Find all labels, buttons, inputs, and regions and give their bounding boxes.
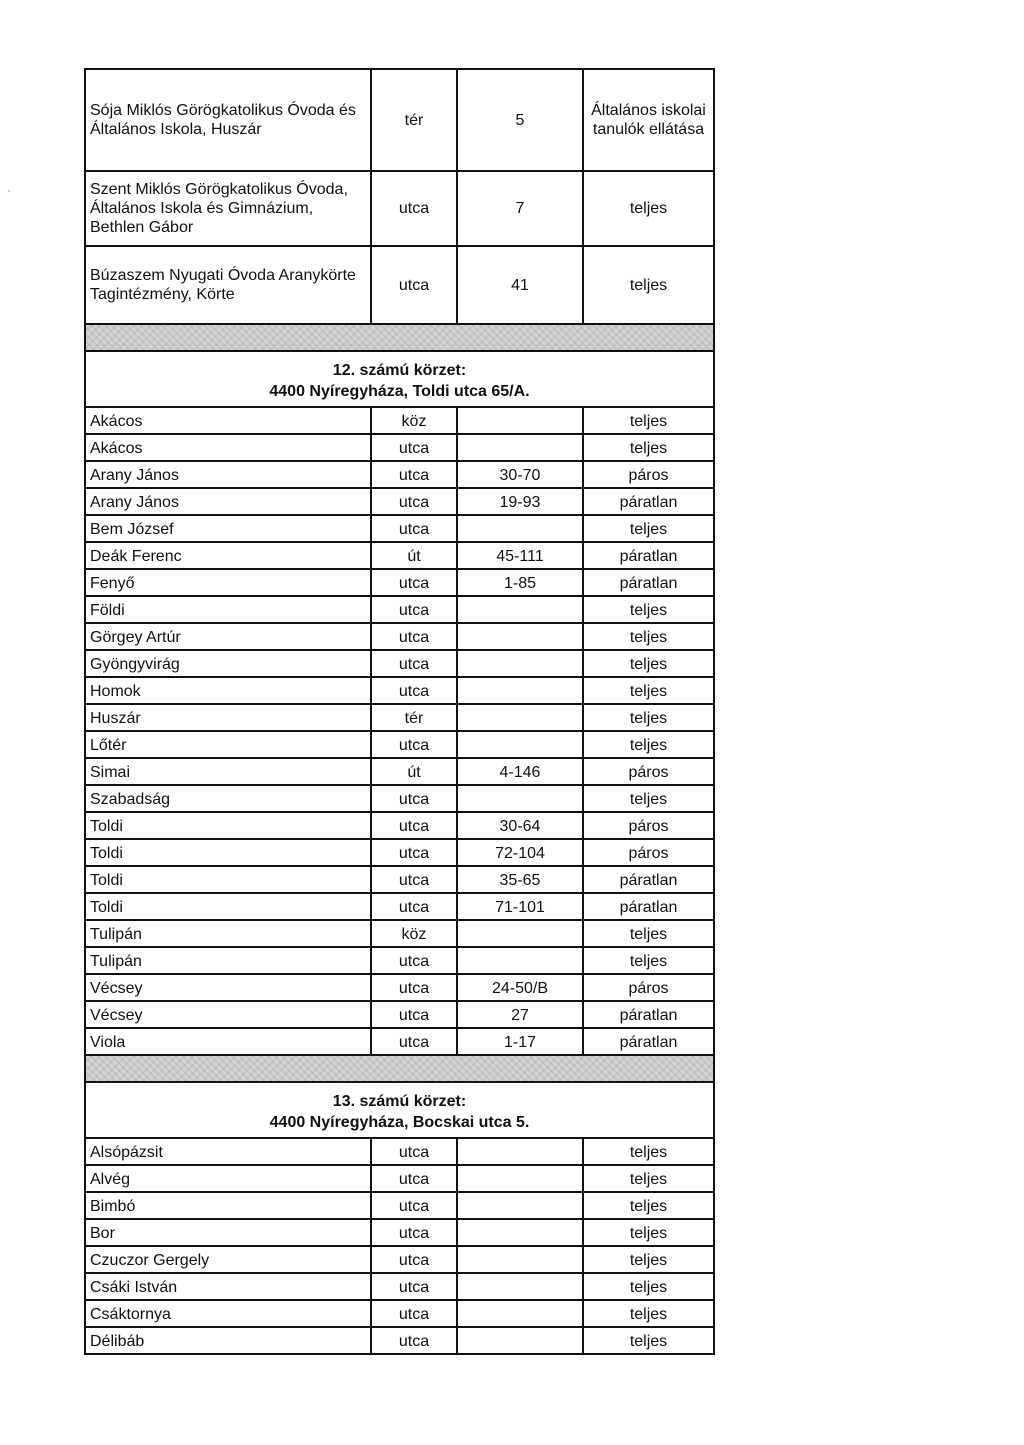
street-type-cell: utca [371, 171, 457, 246]
coverage-cell: páratlan [583, 1028, 714, 1055]
coverage-cell: páros [583, 839, 714, 866]
street-type-cell: köz [371, 920, 457, 947]
table-row [85, 974, 714, 1001]
street-name-cell: Alsópázsit [85, 1138, 371, 1165]
house-number-cell [457, 947, 583, 974]
coverage-cell: teljes [583, 785, 714, 812]
coverage-cell: teljes [583, 623, 714, 650]
house-number-cell [457, 515, 583, 542]
shaded-separator-row [85, 324, 714, 351]
street-name-cell: Tulipán [85, 920, 371, 947]
coverage-cell: teljes [583, 1246, 714, 1273]
street-type-cell: utca [371, 569, 457, 596]
house-number-cell: 41 [457, 246, 583, 324]
street-name-cell: Sója Miklós Görögkatolikus Óvoda és Általános Iskola, Huszár [85, 69, 371, 171]
house-number-cell: 72-104 [457, 839, 583, 866]
table-row [85, 1138, 714, 1165]
table-row [85, 69, 714, 171]
street-name-cell: Akácos [85, 434, 371, 461]
table-row [85, 1273, 714, 1300]
street-type-cell: utca [371, 731, 457, 758]
street-name-cell: Görgey Artúr [85, 623, 371, 650]
coverage-cell: teljes [583, 1138, 714, 1165]
coverage-cell: teljes [583, 1300, 714, 1327]
district-title: 13. számú körzet: [332, 1093, 467, 1110]
coverage-cell: teljes [583, 704, 714, 731]
house-number-cell: 24-50/B [457, 974, 583, 1001]
street-type-cell: utca [371, 623, 457, 650]
table-row [85, 893, 714, 920]
street-name-cell: Vécsey [85, 974, 371, 1001]
street-name-cell: Lőtér [85, 731, 371, 758]
house-number-cell [457, 1327, 583, 1354]
house-number-cell [457, 650, 583, 677]
house-number-cell: 35-65 [457, 866, 583, 893]
street-type-cell: utca [371, 246, 457, 324]
street-name-cell: Deák Ferenc [85, 542, 371, 569]
coverage-cell: teljes [583, 515, 714, 542]
shaded-separator-row [85, 1055, 714, 1082]
table-row [85, 171, 714, 246]
street-name-cell: Arany János [85, 488, 371, 515]
coverage-cell: páratlan [583, 1001, 714, 1028]
coverage-cell: teljes [583, 1165, 714, 1192]
street-name-cell: Délibáb [85, 1327, 371, 1354]
street-name-cell: Csáktornya [85, 1300, 371, 1327]
street-name-cell: Gyöngyvirág [85, 650, 371, 677]
coverage-cell: páratlan [583, 488, 714, 515]
table-row [85, 246, 714, 324]
street-name-cell: Homok [85, 677, 371, 704]
house-number-cell [457, 704, 583, 731]
coverage-cell: teljes [583, 650, 714, 677]
district-title: 12. számú körzet: [332, 362, 467, 379]
house-number-cell: 1-85 [457, 569, 583, 596]
table-row [85, 677, 714, 704]
house-number-cell [457, 785, 583, 812]
coverage-cell: teljes [583, 731, 714, 758]
coverage-cell: páros [583, 812, 714, 839]
house-number-cell: 30-64 [457, 812, 583, 839]
coverage-cell: teljes [583, 1273, 714, 1300]
coverage-cell: páros [583, 974, 714, 1001]
coverage-cell: teljes [583, 434, 714, 461]
house-number-cell: 5 [457, 69, 583, 171]
coverage-cell: teljes [583, 407, 714, 434]
coverage-cell: teljes [583, 596, 714, 623]
scan-speck [8, 190, 10, 192]
street-type-cell: köz [371, 407, 457, 434]
coverage-cell: teljes [583, 1219, 714, 1246]
street-type-cell: utca [371, 812, 457, 839]
house-number-cell [457, 1138, 583, 1165]
street-type-cell: utca [371, 893, 457, 920]
street-name-cell: Alvég [85, 1165, 371, 1192]
house-number-cell [457, 1219, 583, 1246]
table-row [85, 407, 714, 434]
street-type-cell: utca [371, 488, 457, 515]
house-number-cell [457, 731, 583, 758]
street-name-cell: Bem József [85, 515, 371, 542]
house-number-cell [457, 1273, 583, 1300]
coverage-cell: páratlan [583, 866, 714, 893]
street-name-cell: Arany János [85, 461, 371, 488]
street-type-cell: utca [371, 677, 457, 704]
district-address: 4400 Nyíregyháza, Bocskai utca 5. [269, 1114, 530, 1131]
table-row [85, 1028, 714, 1055]
table-row [85, 839, 714, 866]
house-number-cell: 71-101 [457, 893, 583, 920]
table-row [85, 515, 714, 542]
street-type-cell: utca [371, 839, 457, 866]
house-number-cell: 45-111 [457, 542, 583, 569]
street-name-cell: Huszár [85, 704, 371, 731]
street-type-cell: út [371, 758, 457, 785]
street-type-cell: utca [371, 974, 457, 1001]
house-number-cell: 30-70 [457, 461, 583, 488]
house-number-cell: 4-146 [457, 758, 583, 785]
street-type-cell: utca [371, 1028, 457, 1055]
district-street-table [84, 68, 713, 1355]
street-name-cell: Viola [85, 1028, 371, 1055]
coverage-cell: páratlan [583, 893, 714, 920]
table-row [85, 731, 714, 758]
table-row [85, 866, 714, 893]
house-number-cell: 1-17 [457, 1028, 583, 1055]
coverage-cell: teljes [583, 171, 714, 246]
table-row [85, 542, 714, 569]
street-name-cell: Fenyő [85, 569, 371, 596]
table-row [85, 596, 714, 623]
district-header-cell [85, 351, 714, 407]
street-type-cell: utca [371, 596, 457, 623]
coverage-cell: teljes [583, 920, 714, 947]
district-header-row [85, 351, 714, 407]
street-type-cell: tér [371, 704, 457, 731]
street-name-cell: Szent Miklós Görögkatolikus Óvoda, Általános Iskola és Gimnázium, Bethlen Gábor [85, 171, 371, 246]
house-number-cell [457, 1246, 583, 1273]
table-row [85, 434, 714, 461]
street-name-cell: Bor [85, 1219, 371, 1246]
table-row [85, 947, 714, 974]
coverage-cell: páratlan [583, 542, 714, 569]
street-name-cell: Simai [85, 758, 371, 785]
street-type-cell: utca [371, 434, 457, 461]
house-number-cell [457, 1300, 583, 1327]
street-type-cell: utca [371, 1273, 457, 1300]
street-type-cell: utca [371, 866, 457, 893]
coverage-cell: teljes [583, 1327, 714, 1354]
district-header-cell [85, 1082, 714, 1138]
street-name-cell: Szabadság [85, 785, 371, 812]
street-name-cell: Bimbó [85, 1192, 371, 1219]
table-row [85, 488, 714, 515]
street-type-cell: utca [371, 1001, 457, 1028]
table-row [85, 623, 714, 650]
table-row [85, 1192, 714, 1219]
coverage-cell: teljes [583, 677, 714, 704]
house-number-cell [457, 596, 583, 623]
table-row [85, 1327, 714, 1354]
street-name-cell: Földi [85, 596, 371, 623]
table-row [85, 1300, 714, 1327]
street-name-cell: Toldi [85, 866, 371, 893]
table-row [85, 704, 714, 731]
table-body [85, 69, 714, 1354]
coverage-cell: teljes [583, 246, 714, 324]
house-number-cell [457, 1192, 583, 1219]
coverage-cell: páratlan [583, 569, 714, 596]
street-name-cell: Tulipán [85, 947, 371, 974]
street-type-cell: utca [371, 1300, 457, 1327]
shaded-separator-cell [85, 324, 714, 351]
table-row [85, 650, 714, 677]
coverage-cell: páros [583, 758, 714, 785]
street-name-cell: Csáki István [85, 1273, 371, 1300]
district-address: 4400 Nyíregyháza, Toldi utca 65/A. [269, 383, 530, 400]
coverage-cell: páros [583, 461, 714, 488]
street-type-cell: út [371, 542, 457, 569]
street-type-cell: utca [371, 1219, 457, 1246]
street-table [84, 68, 715, 1355]
street-name-cell: Búzaszem Nyugati Óvoda Aranykörte Tagintézmény, Körte [85, 246, 371, 324]
street-type-cell: utca [371, 1327, 457, 1354]
shaded-separator-cell [85, 1055, 714, 1082]
coverage-cell: Általános iskolai tanulók ellátása [583, 69, 714, 171]
street-name-cell: Toldi [85, 812, 371, 839]
street-type-cell: utca [371, 1192, 457, 1219]
street-name-cell: Akácos [85, 407, 371, 434]
street-type-cell: utca [371, 1138, 457, 1165]
table-row [85, 569, 714, 596]
table-row [85, 812, 714, 839]
street-type-cell: tér [371, 69, 457, 171]
house-number-cell [457, 920, 583, 947]
street-type-cell: utca [371, 515, 457, 542]
house-number-cell [457, 407, 583, 434]
table-row [85, 1001, 714, 1028]
table-row [85, 1219, 714, 1246]
street-type-cell: utca [371, 650, 457, 677]
house-number-cell [457, 434, 583, 461]
house-number-cell: 19-93 [457, 488, 583, 515]
street-name-cell: Vécsey [85, 1001, 371, 1028]
street-name-cell: Toldi [85, 893, 371, 920]
house-number-cell: 7 [457, 171, 583, 246]
district-header-row [85, 1082, 714, 1138]
coverage-cell: teljes [583, 947, 714, 974]
house-number-cell [457, 623, 583, 650]
house-number-cell: 27 [457, 1001, 583, 1028]
house-number-cell [457, 1165, 583, 1192]
coverage-cell: teljes [583, 1192, 714, 1219]
street-type-cell: utca [371, 947, 457, 974]
street-name-cell: Czuczor Gergely [85, 1246, 371, 1273]
table-row [85, 1165, 714, 1192]
table-row [85, 785, 714, 812]
table-row [85, 758, 714, 785]
street-type-cell: utca [371, 1165, 457, 1192]
street-type-cell: utca [371, 1246, 457, 1273]
street-type-cell: utca [371, 461, 457, 488]
street-name-cell: Toldi [85, 839, 371, 866]
table-row [85, 1246, 714, 1273]
table-row [85, 461, 714, 488]
street-type-cell: utca [371, 785, 457, 812]
house-number-cell [457, 677, 583, 704]
table-row [85, 920, 714, 947]
